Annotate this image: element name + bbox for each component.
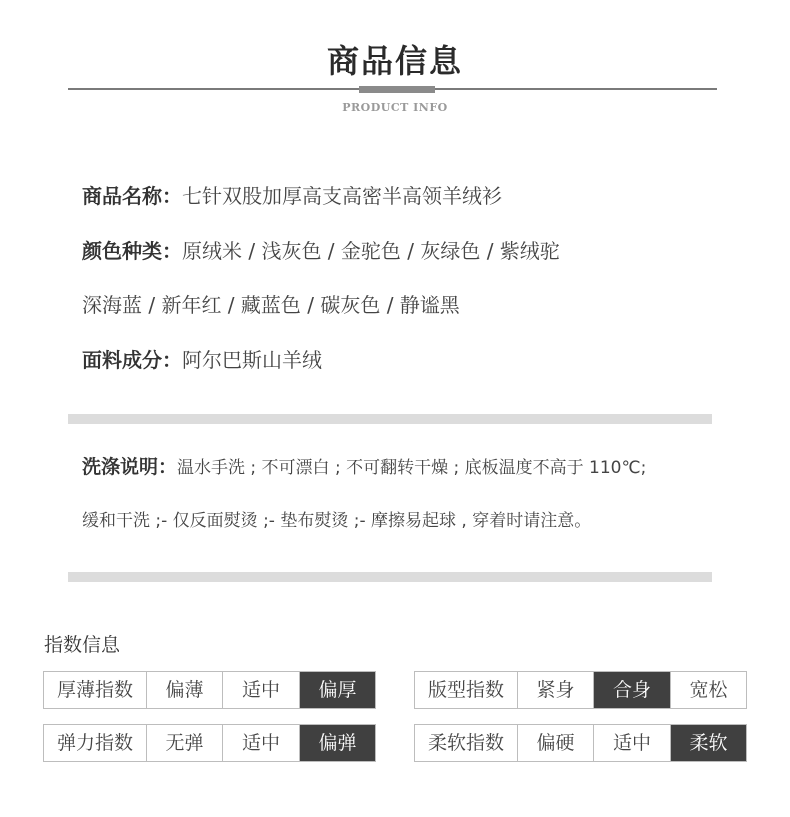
softness-index <box>414 724 747 762</box>
index-label: 版型指数 <box>415 672 517 708</box>
index-label: 厚薄指数 <box>44 672 146 708</box>
color-value-line1: 原绒米 / 浅灰色 / 金驼色 / 灰绿色 / 紫绒驼 <box>182 239 560 263</box>
fit-index <box>414 671 747 709</box>
thickness-index <box>43 671 376 709</box>
care-row <box>82 452 646 479</box>
index-option: 紧身 <box>517 672 593 708</box>
product-name-value: 七针双股加厚高支高密半高领羊绒衫 <box>182 184 502 208</box>
color-label: 颜色种类： <box>82 239 182 263</box>
color-row <box>82 235 560 264</box>
index-option: 偏薄 <box>146 672 222 708</box>
index-option: 无弹 <box>146 725 222 761</box>
index-option: 偏硬 <box>517 725 593 761</box>
index-option: 适中 <box>593 725 670 761</box>
product-name-label: 商品名称： <box>82 184 182 208</box>
index-option-selected: 柔软 <box>670 725 746 761</box>
section-separator <box>68 414 712 424</box>
index-label: 柔软指数 <box>415 725 517 761</box>
elasticity-index <box>43 724 376 762</box>
color-value-line2: 深海蓝 / 新年红 / 藏蓝色 / 碳灰色 / 静谧黑 <box>82 293 460 317</box>
care-label: 洗涤说明： <box>82 456 178 478</box>
index-option: 适中 <box>222 672 299 708</box>
index-option-selected: 偏厚 <box>299 672 375 708</box>
index-label: 弹力指数 <box>44 725 146 761</box>
care-line2: 缓和干洗 ;- 仅反面熨烫 ;- 垫布熨烫 ;- 摩擦易起球 , 穿着时请注意。 <box>82 511 592 531</box>
title-accent-bar <box>359 86 435 93</box>
index-title: 指数信息 <box>44 634 121 656</box>
index-option: 宽松 <box>670 672 746 708</box>
color-row-continued <box>82 289 460 318</box>
section-separator <box>68 572 712 582</box>
index-option-selected: 偏弹 <box>299 725 375 761</box>
page-title: 商品信息 <box>326 42 463 80</box>
material-row <box>82 344 322 373</box>
page-subtitle: PRODUCT INFO <box>342 101 448 114</box>
index-option: 适中 <box>222 725 299 761</box>
material-value: 阿尔巴斯山羊绒 <box>182 348 322 372</box>
index-option-selected: 合身 <box>593 672 670 708</box>
care-line1: 温水手洗 ; 不可漂白 ; 不可翻转干燥 ; 底板温度不高于 110℃; <box>177 458 647 478</box>
material-label: 面料成分： <box>82 348 182 372</box>
product-name-row <box>82 180 502 209</box>
care-row-continued <box>82 506 591 531</box>
